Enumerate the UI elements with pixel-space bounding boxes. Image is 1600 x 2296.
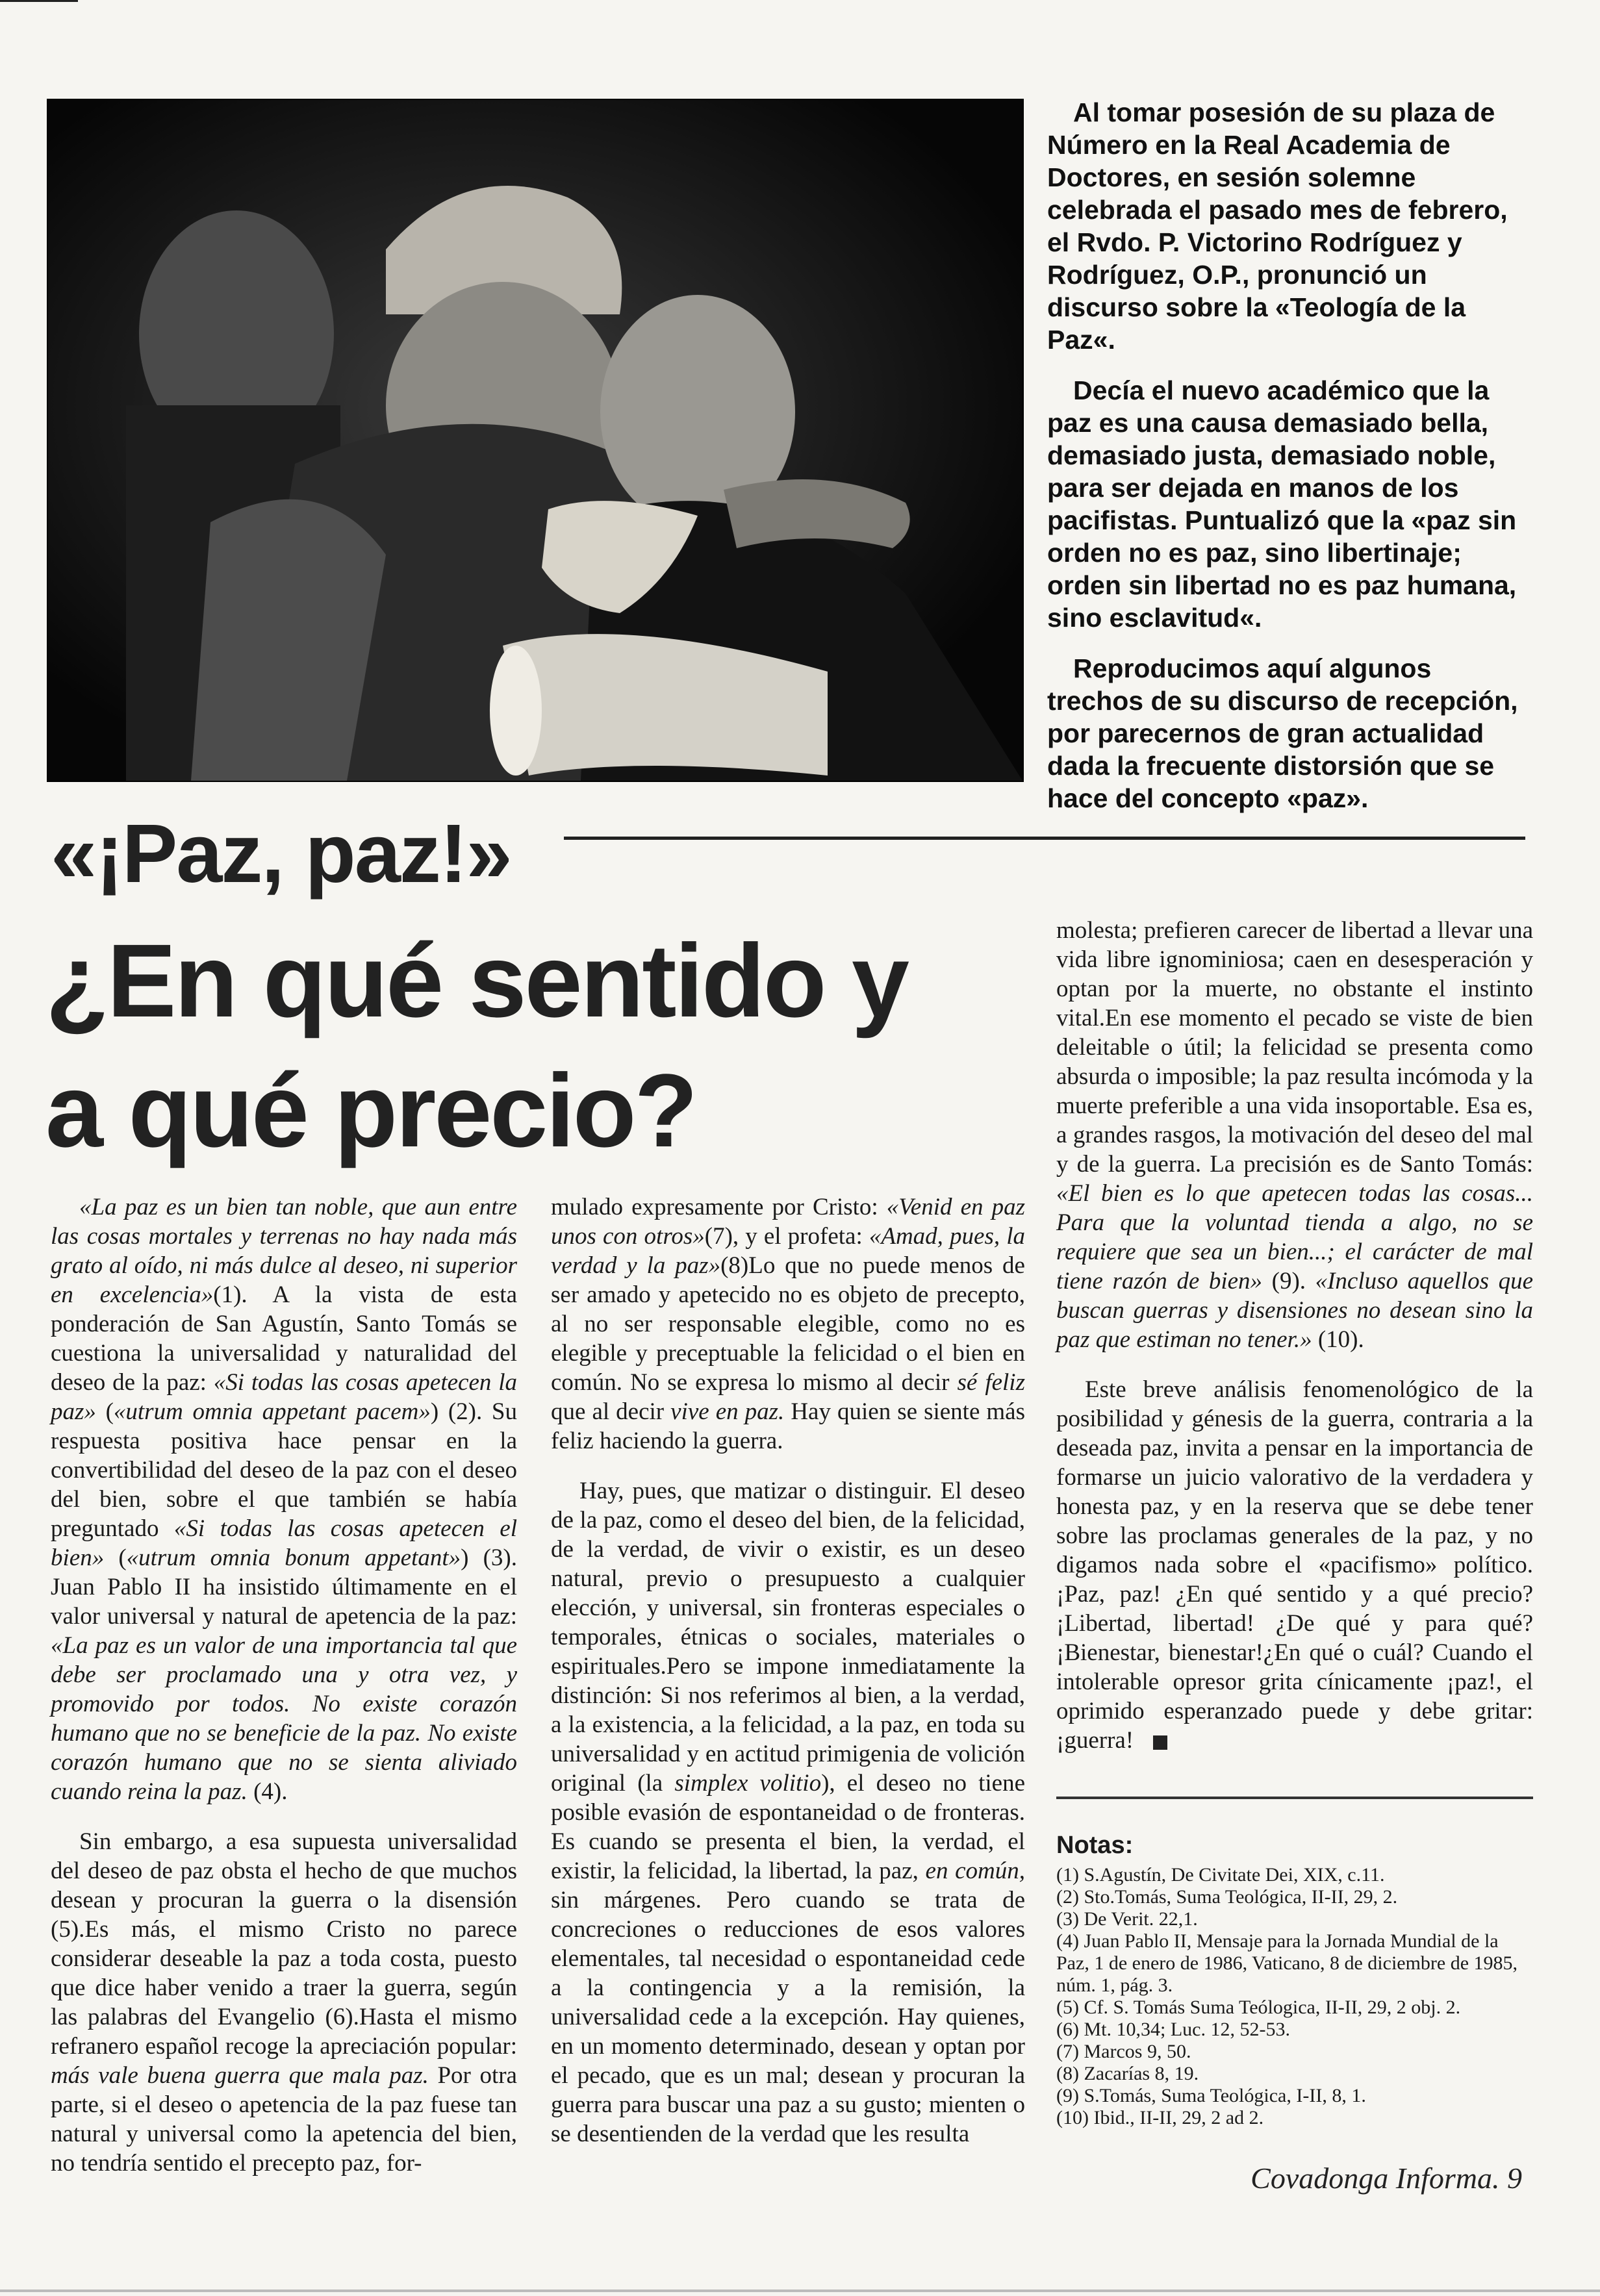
text-run: sin márgenes. Pero cuando se trata de concreciones o reducciones de esos valores elementales, tal necesidad o espontaneidad cede a la contingencia y a la remisión, la universalidad cede a la excepción. Hay quienes, en un momento determinado, desean y optan por el pecado, que es un mal; desean y procuran la guerra para buscar una paz a su gusto; mienten o se desentienden de la verdad que les resulta	[551, 1887, 1025, 2147]
text-run: Sin embargo, a esa supuesta universalidad del deseo de paz obsta el hecho de que muchos desean y procuran la guerra o la disensión (5).Es más, el mismo Cristo no parece considerar deseable la paz a toda costa, puesto que dice haber venido a traer la guerra, según las palabras del Evangelio (6).Hasta el mismo refranero español recoge la apreciación popular:	[51, 1828, 517, 2060]
quote: «utrum omnia appetant pacem»	[113, 1398, 431, 1425]
intro-paragraph: Al tomar posesión de su plaza de Número en la Real Academia de Doctores, en sesión solemne celebrada el pasado mes de febrero, el Rvdo. P. Victorino Rodríguez y Rodríguez, O.P., pronunció un discurso sobre la «Teología de la Paz«.	[1047, 97, 1508, 355]
text-run: (1). A la vista de esta ponderación de San Agustín, Santo Tomás se cuestiona la universalidad y naturalidad del deseo de la paz:	[51, 1281, 517, 1396]
ceremony-photo-graphic	[48, 100, 1022, 781]
quote: «Venid en paz unos con otros»	[551, 1194, 1025, 1250]
text-run: (	[104, 1545, 127, 1571]
text-run: Este breve análisis fenomenológico de la posibilidad y génesis de la guerra, contraria a la deseada paz, invita a pensar en la importancia de formarse un juicio valorativo de la verdadera y honesta paz, y en la reserva que se debe tener sobre las proclamas generales de la paz, y no digamos nada sobre el «pacifismo» político. ¡Paz, paz! ¿En qué sentido y a qué precio? ¡Libertad, libertad! ¿De qué y para qué? ¡Bienestar, bienestar!¿En qué o cuál? Cuando el intolerable opresor grita cínicamente ¡paz!, el oprimido esperanzado puede y debe gritar: ¡guerra!	[1056, 1376, 1533, 1754]
quote: «La paz es un valor de una importancia tal que debe ser proclamado una y otra vez, y promovido por todos. No existe corazón humano que no se beneficie de la paz. No existe corazón humano que no se sienta aliviado cuando reina la paz.	[51, 1632, 517, 1805]
text-run: ), el deseo no tiene posible evasión de espontaneidad o de fronteras. Es cuando se presenta el bien, la verdad, el existir, la felicidad, la libertad, la paz,	[551, 1770, 1026, 1884]
headline-line-2: ¿En qué sentido y	[45, 922, 908, 1039]
note-item: (9) S.Tomás, Suma Teológica, I-II, 8, 1.	[1056, 2085, 1366, 2106]
intro-paragraph: Reproducimos aquí algunos trechos de su discurso de recepción, por parecernos de gran actualidad dada la frecuente distorsión que se hace del concepto «paz».	[1047, 653, 1518, 813]
note-item: (5) Cf. S. Tomás Suma Teólogica, II-II, 29, 2 obj. 2.	[1056, 1997, 1461, 2018]
note-item: (8) Zacarías 8, 19.	[1056, 2063, 1199, 2084]
quote: vive en paz.	[670, 1398, 785, 1425]
end-of-article-mark	[1153, 1735, 1167, 1750]
bottom-edge-rule	[0, 2290, 1600, 2292]
ceremony-photo	[47, 99, 1024, 782]
body-paragraph	[1056, 1375, 1533, 1755]
quote: «Si todas las cosas apetecen el bien»	[51, 1515, 518, 1571]
note-item: (10) Ibid., II-II, 29, 2 ad 2.	[1056, 2107, 1264, 2128]
quote: «Amad, pues, la verdad y la paz»	[551, 1223, 1025, 1279]
quote: en común,	[925, 1858, 1025, 1884]
body-paragraph	[1056, 916, 1533, 1354]
text-run: Por otra parte, si el deseo o apetencia de la paz fuese tan natural y universal como la apetencia del bien, no tendría sentido el precepto paz, for-	[51, 2062, 517, 2176]
quote: simplex volitio	[674, 1770, 822, 1797]
text-run: ) (3). Juan Pablo II ha insistido últimamente en el valor universal y natural de apetencia de la paz:	[51, 1545, 517, 1630]
body-paragraph	[51, 1827, 517, 2178]
intro-summary	[1047, 96, 1528, 833]
text-run: que al decir	[551, 1398, 671, 1425]
quote: «utrum omnia bonum appetant»	[126, 1545, 461, 1571]
note-item: (3) De Verit. 22,1.	[1056, 1908, 1198, 1930]
notes-divider	[1056, 1797, 1533, 1799]
headline-line-3: a qué precio?	[45, 1052, 696, 1168]
body-paragraph	[551, 1192, 1025, 1456]
notes-title: Notas:	[1056, 1832, 1134, 1859]
text-run: (7), y el profeta:	[704, 1223, 869, 1250]
body-paragraph	[551, 1476, 1025, 2149]
text-run: Hay, pues, que matizar o distinguir. El deseo de la paz, como el deseo del bien, de la felicidad, de la verdad, de vivir o existir, es un deseo natural, previo o presupuesto a cualquier elección, y universal, sin fronteras especiales o temporales, étnicas o sociales, materiales o espirituales.Pero se impone inmediatamente la distinción: Si nos referimos al bien, a la verdad, a la existencia, a la felicidad, a la paz, en toda su universalidad y en actitud primigenia de volición original (la	[551, 1478, 1025, 1797]
article-column-2	[551, 1192, 1025, 2149]
text-run: (	[95, 1398, 114, 1425]
quote: sé feliz	[957, 1369, 1025, 1396]
text-run: (4).	[247, 1778, 288, 1805]
intro-paragraph: Decía el nuevo académico que la paz es una causa demasiado bella, demasiado justa, demasiado noble, para ser dejada en manos de los pacifistas. Puntualizó que la «paz sin orden no es paz, sino libertinaje; orden sin libertad no es paz humana, sino esclavitud«.	[1047, 375, 1517, 633]
text-run: Hay quien se siente más feliz haciendo la guerra.	[551, 1398, 1025, 1454]
text-run: (10).	[1312, 1326, 1364, 1353]
page-footer: Covadonga Informa. 9	[1251, 2162, 1522, 2195]
body-paragraph	[51, 1192, 517, 1806]
quote: «Incluso aquellos que buscan guerras y disensiones no desean sino la paz que estiman no tener.»	[1056, 1268, 1533, 1353]
headline-rule	[564, 837, 1525, 840]
text-run: mulado expresamente por Cristo:	[551, 1194, 887, 1220]
notes-list	[1056, 1864, 1533, 2129]
note-item: (2) Sto.Tomás, Suma Teológica, II-II, 29, 2.	[1056, 1886, 1398, 1908]
notes-section	[1056, 1830, 1533, 2129]
quote: «La paz es un bien tan noble, que aun entre las cosas mortales y terrenas no hay nada más grato al oído, ni más dulce al deseo, ni superior en excelencia»	[51, 1194, 517, 1308]
text-run: molesta; prefieren carecer de libertad a llevar una vida libre ignominiosa; caen en desesperación y optan por la muerte, no obstante el instinto vital.En ese momento el pecado se viste de bien deleitable o útil; la felicidad se presenta como absurda o imposible; la paz resulta incómoda y la muerte preferible a una vida insoportable. Esa es, a grandes rasgos, la motivación del deseo del mal y de la guerra. La precisión es de Santo Tomás:	[1056, 917, 1533, 1178]
text-run: (8)Lo que no puede menos de ser amado y apetecido no es objeto de precepto, al no ser responsable elegible, como no es elegible y preceptuable la felicidad o el bien en común. No se expresa lo mismo al decir	[551, 1252, 1025, 1396]
note-item: (1) S.Agustín, De Civitate Dei, XIX, c.11.	[1056, 1864, 1385, 1886]
quote: «El bien es lo que apetecen todas las cosas... Para que la voluntad tienda a algo, no se requiere que sea un bien...; el carácter de mal tiene razón de bien»	[1056, 1180, 1533, 1294]
headline-line-1: «¡Paz, paz!»	[51, 807, 511, 900]
text-run: ) (2). Su respuesta positiva hace pensar en la convertibilidad del deseo de la paz con el deseo del bien, sobre el que también se había preguntado	[51, 1398, 518, 1542]
quote: «Si todas las cosas apetecen la paz»	[51, 1369, 517, 1425]
article-column-3	[1056, 916, 1533, 1755]
quote: más vale buena guerra que mala paz.	[51, 2062, 429, 2089]
note-item: (7) Marcos 9, 50.	[1056, 2041, 1191, 2062]
article-column-1	[51, 1192, 517, 2178]
text-run: (9).	[1262, 1268, 1315, 1294]
top-edge-rule	[0, 0, 78, 2]
note-item: (6) Mt. 10,34; Luc. 12, 52-53.	[1056, 2019, 1290, 2040]
note-item: (4) Juan Pablo II, Mensaje para la Jornada Mundial de la Paz, 1 de enero de 1986, Vaticano, 8 de diciembre de 1985, núm. 1, pág. 3.	[1056, 1930, 1518, 1996]
